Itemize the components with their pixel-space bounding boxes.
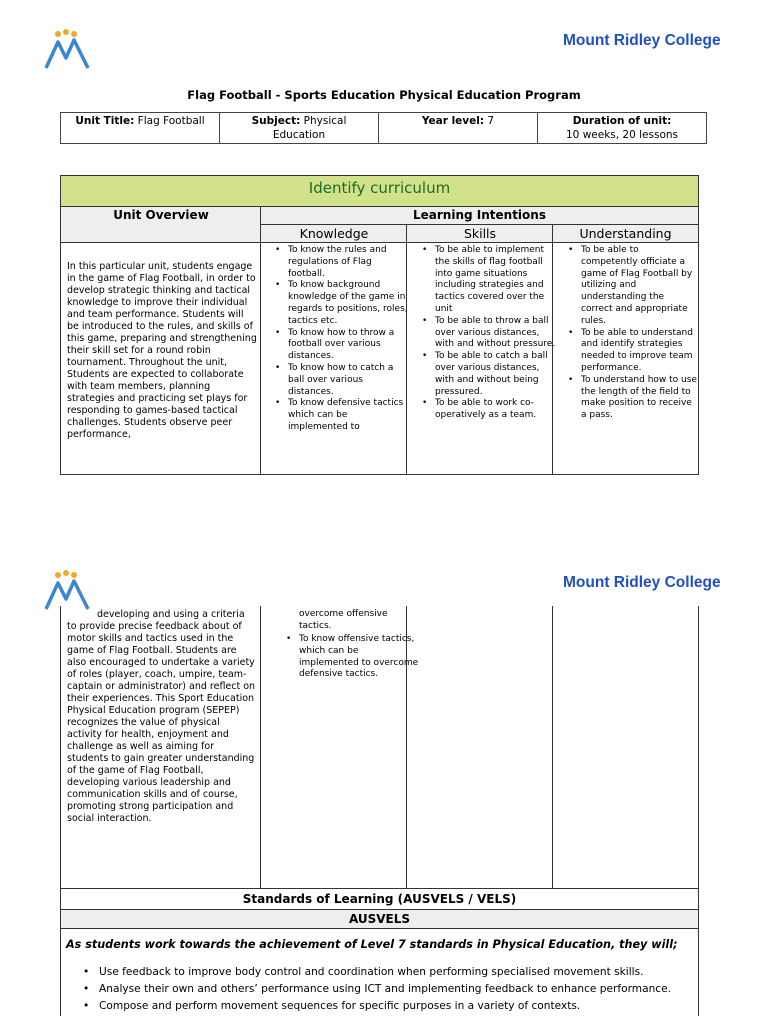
skills-heading: Skills (407, 225, 553, 243)
understanding-heading: Understanding (553, 225, 698, 243)
understanding-list (559, 245, 698, 422)
document-title: Flag Football - Sports Education Physical Education Program (187, 88, 581, 102)
college-logo-icon (44, 28, 92, 70)
duration-cell: Duration of unit: 10 weeks, 20 lessons (538, 113, 707, 144)
list-item: • Use feedback to improve body control and coordination when performing specialised movement skills. (99, 964, 671, 981)
list-item: • To know offensive tactics, which can be implemented to overcome defensive tactics. (299, 634, 420, 681)
skills-list (413, 245, 556, 422)
list-item: • To understand how to use the length of the field to make position to receive a pass. (581, 375, 698, 422)
unit-overview-text: developing and using a criteria to provide precise feedback about of motor skills and tactics used in the game of Flag Football. Students are also encouraged to undertake a variety of roles (player, coach, umpire, team-captain or administrator) and reflect on their experiences. This Sport Education Physical Education program (SEPEP) recognizes the value of physical activity for health, enjoyment and challenge as well as aiming for students to gain greater understanding of the game of Flag Football, developing various leadership and communication skills and of course, promoting strong participation and social interaction. (67, 609, 256, 824)
list-item: • Compose and perform movement sequences for specific purposes in a variety of contexts. (99, 998, 671, 1015)
curriculum-table-continued (60, 606, 699, 1016)
curriculum-heading: Identify curriculum (61, 176, 698, 207)
list-item: • To know how to catch a ball over various distances. (288, 363, 409, 398)
college-name: Mount Ridley College (563, 32, 721, 49)
list-item: • To know defensive tactics which can be implemented to (288, 398, 409, 433)
list-item: • Analyse their own and others’ performance using ICT and implementing feedback to enhance performance. (99, 981, 671, 998)
standards-intro: As students work towards the achievement of Level 7 standards in Physical Education, they will; (66, 938, 678, 951)
list-item: • To be able to implement the skills of flag football into game situations including strategies and tactics covered over the unit (435, 245, 556, 316)
knowledge-list (266, 245, 409, 434)
standards-heading: Standards of Learning (AUSVELS / VELS) (242, 892, 517, 906)
unit-info-table (60, 112, 707, 144)
year-level-cell: Year level: 7 (379, 113, 538, 144)
list-item: • To know the rules and regulations of Flag football. (288, 245, 409, 280)
learning-intentions-heading: Learning Intentions (261, 207, 698, 225)
unit-title-cell: Unit Title: Flag Football (61, 113, 220, 144)
ausvels-heading: AUSVELS (348, 912, 411, 926)
college-name: Mount Ridley College (563, 574, 721, 591)
knowledge-heading: Knowledge (261, 225, 407, 243)
unit-overview-text: In this particular unit, students engage in the game of Flag Football, in order to develop strategic thinking and tactical knowledge to improve their individual and team performance. Students will be introduced to the rules, and skills of this game, preparing and strengthening their skill set for a round robin tournament. Throughout the unit, Students are expected to collaborate with team members, planning strategies and practicing set plays for responding to games-based tactical challenges. Students observe peer performance, (67, 261, 257, 440)
college-logo-icon (44, 569, 92, 611)
knowledge-list (277, 634, 420, 681)
subject-cell: Subject: Physical Education (220, 113, 379, 144)
list-item: • To be able to understand and identify strategies needed to improve team performance. (581, 328, 698, 375)
list-item: • To be able to throw a ball over various distances, with and without pressure. (435, 316, 556, 351)
list-item: • To be able to work co-operatively as a team. (435, 398, 556, 422)
list-item: • To know how to throw a football over various distances. (288, 328, 409, 363)
curriculum-table (60, 175, 699, 475)
knowledge-continuation: overcome offensive tactics. (299, 609, 388, 631)
list-item: • To be able to catch a ball over various distances, with and without being pressured. (435, 351, 556, 398)
list-item: • To be able to competently officiate a game of Flag Football by utilizing and understanding the correct and appropriate rules. (581, 245, 698, 328)
standards-list (73, 964, 671, 1015)
unit-overview-heading: Unit Overview (61, 207, 261, 243)
list-item: • To know background knowledge of the game in regards to positions, roles, tactics etc. (288, 280, 409, 327)
